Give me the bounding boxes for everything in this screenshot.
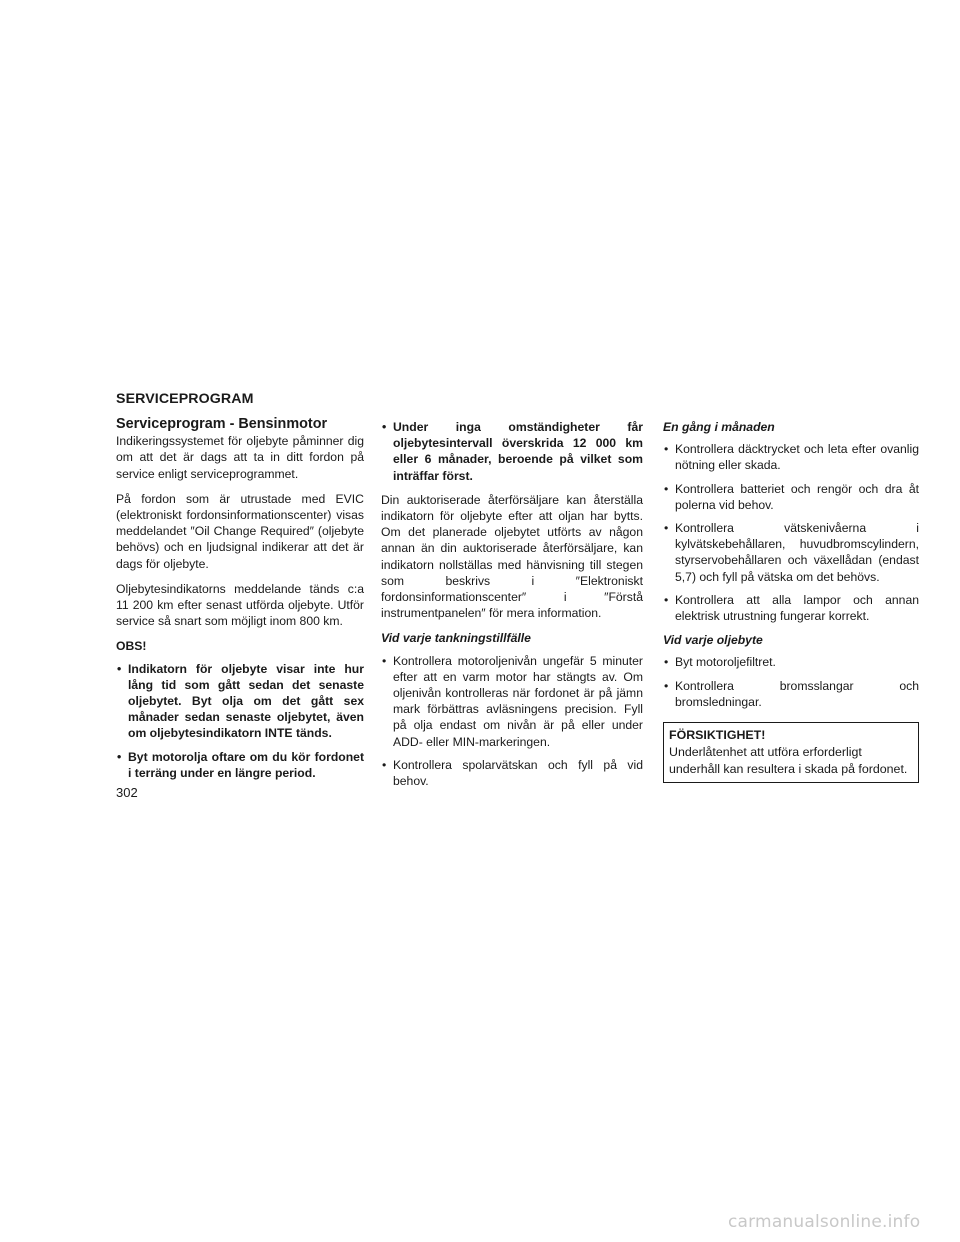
tank-heading: Vid varje tankningstillfälle	[381, 631, 531, 646]
list-item: • Indikatorn för oljebyte visar inte hur lång tid som gått sedan det senaste oljebytet. Byt olja om det gått sex månader sedan senaste oljebytet, även om oljebytesindikatorn INTE tänds.	[117, 661, 364, 741]
list-item: • Kontrollera däcktrycket och leta efter ovanlig nötning eller skada.	[664, 442, 919, 473]
caution-box	[663, 722, 919, 783]
column-right	[663, 419, 919, 783]
section-title: SERVICEPROGRAM	[116, 391, 254, 407]
list-item: • Under inga omständigheter får oljebytesintervall överskrida 12 000 km eller 6 månader, beroende på vilket som inträffar först.	[382, 420, 643, 483]
monthly-list	[663, 441, 919, 624]
bullet-icon: •	[382, 653, 387, 668]
list-item: • Kontrollera bromsslangar och bromsledningar.	[664, 678, 919, 709]
bullet-icon: •	[382, 420, 387, 434]
watermark: carmanualsonline.info	[728, 1212, 921, 1232]
paragraph: På fordon som är utrustade med EVIC (elektroniskt fordonsinformationscenter) visas meddelandet ″Oil Change Required″ (oljebyte behövs) och en ljudsignal indikerar att det är dags för oljebyte.	[116, 491, 364, 571]
list-item: • Byt motorolja oftare om du kör fordonet i terräng under en längre period.	[117, 749, 364, 780]
bullet-icon: •	[664, 655, 669, 670]
tank-list	[381, 653, 643, 790]
column-left	[116, 391, 364, 789]
list-item: • Kontrollera batteriet och rengör och dra åt polerna vid behov.	[664, 481, 919, 512]
oil-change-heading: Vid varje oljebyte	[663, 633, 763, 648]
subsection-title: Serviceprogram - Bensinmotor	[116, 416, 328, 433]
obs-list-continued	[381, 419, 643, 484]
bullet-icon: •	[664, 442, 669, 457]
bullet-icon: •	[664, 521, 669, 536]
obs-list	[116, 661, 364, 781]
bullet-icon: •	[664, 678, 669, 693]
bullet-icon: •	[117, 661, 122, 676]
paragraph: Din auktoriserade återförsäljare kan återställa indikatorn för oljebyte efter att oljan har bytts. Om det planerade oljebytet utförts av någon annan än din auktoriserade återförsäljare, kan indikatorn nollställas med hänvisning till stegen som beskrivs i ″Elektroniskt fordonsinformationscenter″ i ″Förstå instrumentpanelen″ för mera information.	[381, 492, 643, 621]
bullet-icon: •	[664, 592, 669, 607]
monthly-heading: En gång i månaden	[663, 420, 775, 434]
bullet-icon: •	[117, 749, 122, 764]
obs-label: OBS!	[116, 639, 147, 654]
list-item: • Kontrollera att alla lampor och annan elektrisk utrustning fungerar korrekt.	[664, 592, 919, 624]
list-item: • Kontrollera vätskenivåerna i kylvätskebehållaren, huvudbromscylindern, styrservobehållaren och växellådan (endast 5,7) och fyll på vätska om det behövs.	[664, 521, 919, 584]
list-item: • Kontrollera spolarvätskan och fyll på vid behov.	[382, 757, 643, 789]
list-item: • Kontrollera motoroljenivån ungefär 5 minuter efter att en varm motor har stängts av. Om oljenivån kontrolleras när fordonet är på jämn mark förbättras avläsningens precision. Fyll på olja endast om nivån är på eller under ADD- eller MIN-markeringen.	[382, 653, 643, 749]
oil-change-list	[663, 654, 919, 710]
bullet-icon: •	[664, 481, 669, 496]
column-middle	[381, 419, 643, 797]
list-item: • Byt motoroljefiltret.	[664, 655, 776, 670]
page-number: 302	[116, 785, 138, 800]
caution-text: Underlåtenhet att utföra erforderligt underhåll kan resultera i skada på fordonet.	[669, 745, 908, 777]
caution-title: FÖRSIKTIGHET!	[669, 728, 766, 743]
paragraph: Indikeringssystemet för oljebyte påminner dig om att det är dags att ta in ditt fordon på service enligt serviceprogrammet.	[116, 434, 364, 481]
bullet-icon: •	[382, 757, 387, 772]
paragraph: Oljebytesindikatorns meddelande tänds c:a 11 200 km efter senast utförda oljebyte. Utför service så snart som möjligt inom 800 km.	[116, 581, 364, 629]
